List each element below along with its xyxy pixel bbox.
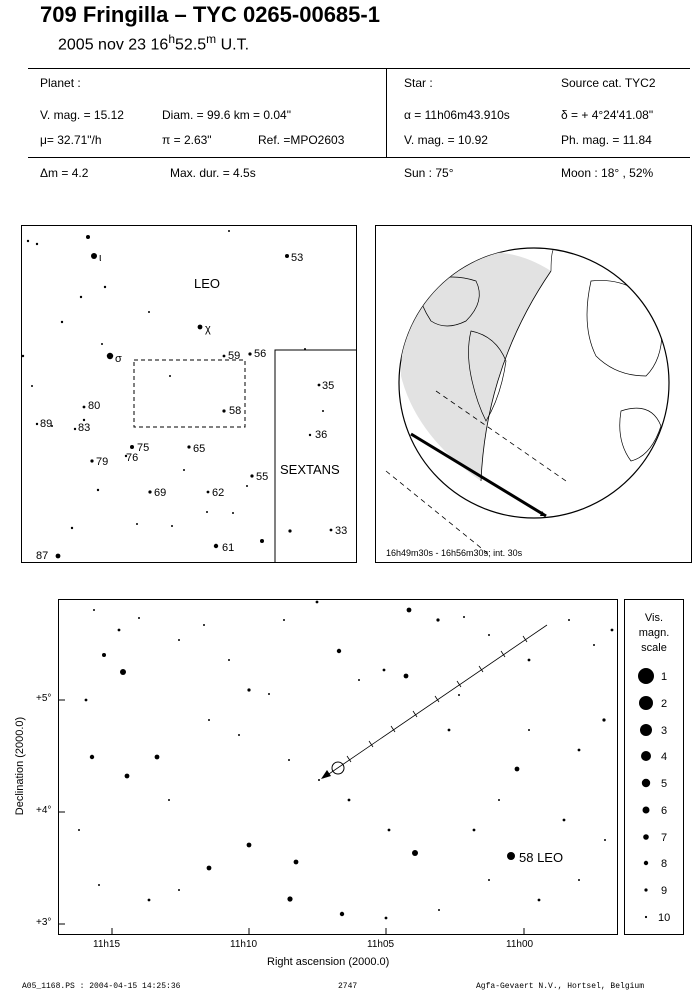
finder-star xyxy=(207,491,210,494)
planet-heading: Planet : xyxy=(40,76,81,90)
finder-star xyxy=(183,469,185,471)
planet-vmag: V. mag. = 15.12 xyxy=(40,108,124,122)
field-star xyxy=(578,879,580,881)
field-star xyxy=(316,601,319,604)
finder-star xyxy=(223,355,226,358)
field-star xyxy=(318,779,320,781)
finder-star xyxy=(27,240,29,242)
finder-star xyxy=(36,243,38,245)
field-star xyxy=(604,839,606,841)
scale-svg xyxy=(625,600,683,934)
field-star xyxy=(287,896,292,901)
scale-label: 10 xyxy=(658,912,671,924)
scale-labels xyxy=(658,671,670,924)
footer-credit: Agfa-Gevaert N.V., Hortsel, Belgium xyxy=(476,982,645,991)
label-59: 59 xyxy=(228,350,241,362)
dec-tick-label: +3° xyxy=(36,917,52,928)
field-star xyxy=(528,659,531,662)
ra-tick-label: 11h00 xyxy=(506,939,534,950)
info-top-rule xyxy=(28,68,690,69)
field-star xyxy=(358,679,360,681)
planet-pi: π = 2.63" xyxy=(162,133,212,147)
scale-dot xyxy=(641,751,651,761)
field-star xyxy=(208,719,210,721)
finder-star xyxy=(97,489,99,491)
scale-dot xyxy=(640,724,652,736)
field-star xyxy=(407,608,412,613)
scale-dot xyxy=(642,779,650,787)
finder-star xyxy=(322,410,324,412)
scale-dot xyxy=(644,888,647,891)
field-star xyxy=(488,634,490,636)
x-axis-label: Right ascension (2000.0) xyxy=(267,956,390,968)
constellation-sextans: SEXTANS xyxy=(280,462,340,477)
sun-elongation: Sun : 75° xyxy=(404,166,454,180)
finder-star xyxy=(260,539,264,543)
field-star xyxy=(283,619,285,621)
field-star xyxy=(412,850,418,856)
label-sigma: σ xyxy=(115,353,122,365)
field-star xyxy=(228,659,230,661)
field-star xyxy=(593,644,595,646)
moon-info: Moon : 18° , 52% xyxy=(561,166,654,180)
field-star xyxy=(102,653,106,657)
finder-star xyxy=(107,353,113,359)
field-star xyxy=(488,879,490,881)
finder-star xyxy=(214,544,218,548)
date-mid: 52.5 xyxy=(175,36,207,54)
finder-star xyxy=(228,230,230,232)
finder-star xyxy=(148,490,151,493)
field-star xyxy=(98,884,100,886)
field-star xyxy=(268,693,270,695)
dec-tick-label: +4° xyxy=(36,805,52,816)
field-star xyxy=(93,609,95,611)
label-chi: χ xyxy=(205,323,211,335)
scale-title-3: scale xyxy=(641,642,667,654)
field-star xyxy=(203,624,205,626)
finder-star xyxy=(101,343,103,345)
finder-star xyxy=(104,286,106,288)
field-star xyxy=(404,674,409,679)
dec-tick-label: +5° xyxy=(36,693,52,704)
label-89: 89 xyxy=(40,418,53,430)
field-star xyxy=(238,734,240,736)
star-heading: Star : xyxy=(404,76,433,90)
finder-star xyxy=(148,311,150,313)
finder-star xyxy=(22,355,24,357)
scale-dot xyxy=(645,916,647,918)
label-83: 83 xyxy=(78,422,91,434)
event-date xyxy=(58,32,249,54)
field-star xyxy=(458,694,460,696)
field-star xyxy=(120,669,126,675)
planet-diam: Diam. = 99.6 km = 0.04" xyxy=(162,108,291,122)
field-star xyxy=(118,629,121,632)
finder-star xyxy=(330,529,333,532)
field-star xyxy=(563,819,566,822)
info-divider xyxy=(386,69,387,157)
field-star xyxy=(448,729,451,732)
magnitude-scale xyxy=(624,599,684,935)
finder-star xyxy=(232,512,234,514)
finder-chart xyxy=(21,225,357,563)
scale-label: 2 xyxy=(661,698,668,710)
field-star xyxy=(568,619,570,621)
star-phmag: Ph. mag. = 11.84 xyxy=(561,133,652,147)
field-star xyxy=(288,759,290,761)
scale-dot xyxy=(643,834,649,840)
finder-star xyxy=(250,474,253,477)
field-star xyxy=(498,799,500,801)
scale-label: 9 xyxy=(661,885,668,897)
scale-label: 5 xyxy=(661,778,668,790)
field-star xyxy=(538,899,541,902)
globe-panel xyxy=(375,225,692,563)
scale-label: 3 xyxy=(661,725,668,737)
label-61: 61 xyxy=(222,542,235,554)
label-62: 62 xyxy=(212,487,225,499)
finder-star xyxy=(285,254,289,258)
finder-star xyxy=(198,325,203,330)
finder-star xyxy=(136,523,138,525)
finder-star xyxy=(222,409,225,412)
finder-star xyxy=(171,525,173,527)
finder-star xyxy=(248,352,251,355)
planet-ref: Ref. =MPO2603 xyxy=(258,133,345,147)
finder-star xyxy=(31,385,33,387)
info-mid-rule xyxy=(28,157,690,158)
finder-star xyxy=(130,445,134,449)
finder-star xyxy=(246,485,248,487)
finder-stars xyxy=(22,230,335,558)
event-title: 709 Fringilla – TYC 0265-00685-1 xyxy=(40,2,380,27)
field-star xyxy=(473,829,476,832)
label-55: 55 xyxy=(256,471,269,483)
y-axis-label: Declination (2000.0) xyxy=(14,716,26,816)
scale-label: 8 xyxy=(661,858,668,870)
label-56: 56 xyxy=(254,348,267,360)
ra-tick-label: 11h05 xyxy=(367,939,395,950)
footer-file: A05_1168.PS : 2004-04-15 14:25:36 xyxy=(22,982,181,991)
star-58-leo xyxy=(507,852,515,860)
finder-star xyxy=(90,459,93,462)
label-69: 69 xyxy=(154,487,167,499)
planet-mu: μ= 32.71"/h xyxy=(40,133,102,147)
scale-label: 6 xyxy=(661,805,668,817)
label-36: 36 xyxy=(315,429,328,441)
field-star xyxy=(78,829,80,831)
scale-title-2: magn. xyxy=(638,627,670,639)
scale-dot xyxy=(638,668,654,684)
label-35: 35 xyxy=(322,380,335,392)
finder-star xyxy=(169,375,171,377)
label-iota: ι xyxy=(99,252,102,264)
field-star xyxy=(138,617,140,619)
label-80: 80 xyxy=(88,400,101,412)
star-delta: δ = + 4°24'41.08" xyxy=(561,108,654,122)
field-star xyxy=(348,799,351,802)
field-star xyxy=(148,899,151,902)
field-star xyxy=(155,755,160,760)
label-75: 75 xyxy=(137,442,150,454)
field-star xyxy=(611,629,614,632)
field-star xyxy=(294,860,299,865)
ra-tick-label: 11h15 xyxy=(93,939,121,950)
constellation-leo: LEO xyxy=(194,276,221,291)
scale-label: 4 xyxy=(661,751,668,763)
asteroid-path-arrow xyxy=(321,770,331,779)
field-star xyxy=(578,749,581,752)
label-65: 65 xyxy=(193,443,206,455)
finder-chart-svg xyxy=(22,226,356,562)
field-star xyxy=(207,866,212,871)
field-stars xyxy=(78,601,613,920)
field-star xyxy=(178,639,180,641)
scale-label: 7 xyxy=(661,832,668,844)
footer-number: 2747 xyxy=(338,982,358,991)
finder-star xyxy=(61,321,63,323)
field-star xyxy=(337,649,341,653)
finder-star xyxy=(309,434,311,436)
finder-star xyxy=(80,296,82,298)
label-79: 79 xyxy=(96,456,109,468)
asteroid-path xyxy=(323,625,547,778)
detail-chart-svg xyxy=(59,600,617,934)
finder-star xyxy=(304,348,306,350)
label-33: 33 xyxy=(335,525,348,537)
finder-star xyxy=(206,511,208,513)
finder-star xyxy=(288,529,291,532)
field-star xyxy=(178,889,180,891)
finder-star xyxy=(83,419,85,421)
globe-svg xyxy=(376,226,691,562)
finder-star xyxy=(83,406,86,409)
field-star xyxy=(463,616,465,618)
scale-title-1: Vis. xyxy=(644,612,664,624)
label-76: 76 xyxy=(126,452,139,464)
star-alpha: α = 11h06m43.910s xyxy=(404,108,510,122)
field-star xyxy=(388,829,391,832)
label-53: 53 xyxy=(291,252,304,264)
field-star xyxy=(515,767,520,772)
field-star xyxy=(125,774,130,779)
field-star xyxy=(247,688,250,691)
label-58: 58 xyxy=(229,405,242,417)
field-star xyxy=(340,912,344,916)
scale-dot xyxy=(639,696,653,710)
scale-label: 1 xyxy=(661,671,668,683)
field-star xyxy=(528,729,530,731)
field-star xyxy=(168,799,170,801)
scale-dot xyxy=(644,861,648,865)
finder-star xyxy=(56,554,61,559)
field-star xyxy=(385,917,388,920)
date-prefix: 2005 nov 23 16 xyxy=(58,36,169,54)
date-h-sup: h xyxy=(168,32,176,46)
finder-star xyxy=(71,527,73,529)
date-m-sup: m xyxy=(206,32,217,46)
field-star xyxy=(602,718,605,721)
finder-star xyxy=(74,428,76,430)
detail-chart xyxy=(58,599,618,935)
date-suffix: U.T. xyxy=(216,36,250,54)
finder-star xyxy=(36,423,38,425)
max-duration: Max. dur. = 4.5s xyxy=(170,166,256,180)
field-star xyxy=(247,843,252,848)
scale-dots xyxy=(638,668,654,918)
star-vmag: V. mag. = 10.92 xyxy=(404,133,488,147)
globe-caption: 16h49m30s - 16h56m30s; int. 30s xyxy=(386,548,523,558)
field-star xyxy=(383,669,386,672)
star-58-leo-label: 58 LEO xyxy=(519,850,564,865)
finder-star xyxy=(187,445,190,448)
scale-dot xyxy=(643,807,650,814)
field-star xyxy=(436,618,439,621)
finder-star xyxy=(91,253,97,259)
finder-star xyxy=(86,235,90,239)
field-star xyxy=(85,699,88,702)
field-star xyxy=(438,909,440,911)
field-star xyxy=(90,755,94,759)
label-87: 87 xyxy=(36,550,49,562)
ra-tick-label: 11h10 xyxy=(230,939,258,950)
delta-mag: Δm = 4.2 xyxy=(40,166,89,180)
source-catalog: Source cat. TYC2 xyxy=(561,76,656,90)
finder-star xyxy=(318,384,321,387)
